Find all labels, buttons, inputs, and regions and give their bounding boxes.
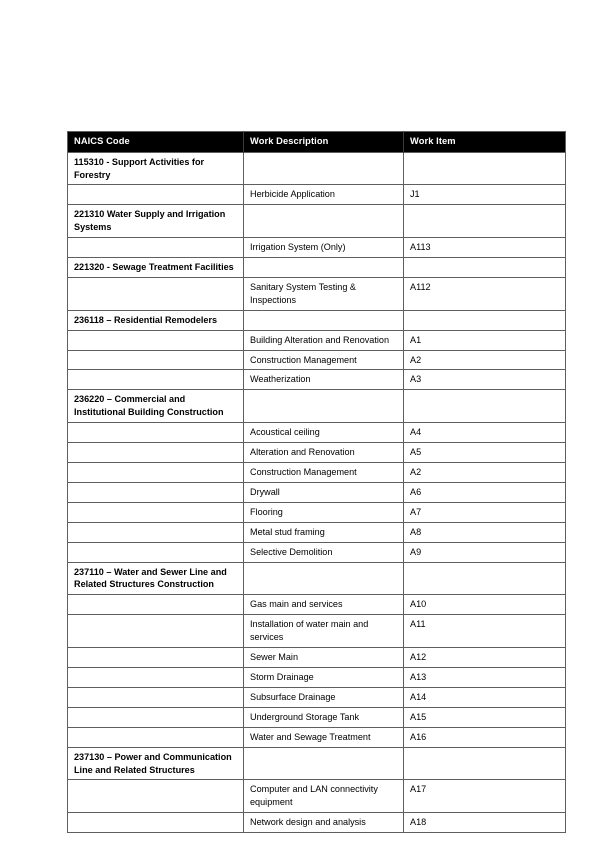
cell-work-item: A18 bbox=[404, 813, 566, 833]
cell-naics-code-empty bbox=[68, 522, 244, 542]
cell-work-description-empty bbox=[244, 205, 404, 238]
table-row-work-item bbox=[68, 238, 566, 258]
cell-work-item: A5 bbox=[404, 443, 566, 463]
cell-naics-code: 221320 - Sewage Treatment Facilities bbox=[68, 258, 244, 278]
cell-work-item-empty bbox=[404, 310, 566, 330]
table-row-naics-group bbox=[68, 390, 566, 423]
cell-naics-code-empty bbox=[68, 330, 244, 350]
cell-naics-code-empty bbox=[68, 648, 244, 668]
table-row-work-item bbox=[68, 443, 566, 463]
cell-work-item: A13 bbox=[404, 667, 566, 687]
table-row-work-item bbox=[68, 687, 566, 707]
table-row-work-item bbox=[68, 707, 566, 727]
cell-naics-code-empty bbox=[68, 463, 244, 483]
cell-work-description: Flooring bbox=[244, 502, 404, 522]
cell-work-description: Network design and analysis bbox=[244, 813, 404, 833]
table-row-work-item bbox=[68, 350, 566, 370]
cell-naics-code-empty bbox=[68, 707, 244, 727]
cell-work-item: A4 bbox=[404, 423, 566, 443]
cell-work-description: Irrigation System (Only) bbox=[244, 238, 404, 258]
cell-work-description: Computer and LAN connectivity equipment bbox=[244, 780, 404, 813]
cell-work-item: A7 bbox=[404, 502, 566, 522]
cell-naics-code-empty bbox=[68, 185, 244, 205]
cell-work-description: Construction Management bbox=[244, 463, 404, 483]
cell-naics-code: 236220 – Commercial and Institutional Building Construction bbox=[68, 390, 244, 423]
table-row-work-item bbox=[68, 667, 566, 687]
cell-work-item-empty bbox=[404, 152, 566, 185]
table-row-work-item bbox=[68, 277, 566, 310]
cell-work-item: A16 bbox=[404, 727, 566, 747]
cell-work-description: Gas main and services bbox=[244, 595, 404, 615]
cell-naics-code: 221310 Water Supply and Irrigation Systems bbox=[68, 205, 244, 238]
cell-work-description: Sewer Main bbox=[244, 648, 404, 668]
cell-work-item: A2 bbox=[404, 350, 566, 370]
cell-work-description-empty bbox=[244, 152, 404, 185]
cell-work-item: A15 bbox=[404, 707, 566, 727]
cell-naics-code-empty bbox=[68, 502, 244, 522]
naics-work-item-table bbox=[67, 131, 566, 833]
naics-work-item-table-container bbox=[67, 131, 565, 833]
table-row-work-item bbox=[68, 780, 566, 813]
table-row-naics-group bbox=[68, 562, 566, 595]
cell-naics-code-empty bbox=[68, 350, 244, 370]
cell-work-description: Storm Drainage bbox=[244, 667, 404, 687]
cell-naics-code-empty bbox=[68, 687, 244, 707]
cell-work-description: Drywall bbox=[244, 482, 404, 502]
cell-naics-code-empty bbox=[68, 443, 244, 463]
cell-work-description: Metal stud framing bbox=[244, 522, 404, 542]
column-header-work-description: Work Description bbox=[244, 132, 404, 153]
cell-work-item-empty bbox=[404, 562, 566, 595]
cell-work-item: A10 bbox=[404, 595, 566, 615]
cell-naics-code: 115310 - Support Activities for Forestry bbox=[68, 152, 244, 185]
cell-naics-code-empty bbox=[68, 482, 244, 502]
cell-work-description: Underground Storage Tank bbox=[244, 707, 404, 727]
cell-naics-code-empty bbox=[68, 615, 244, 648]
cell-work-item: A12 bbox=[404, 648, 566, 668]
cell-work-description: Alteration and Renovation bbox=[244, 443, 404, 463]
cell-work-item-empty bbox=[404, 258, 566, 278]
cell-naics-code-empty bbox=[68, 595, 244, 615]
table-row-naics-group bbox=[68, 152, 566, 185]
table-row-naics-group bbox=[68, 205, 566, 238]
cell-work-description: Water and Sewage Treatment bbox=[244, 727, 404, 747]
table-row-work-item bbox=[68, 648, 566, 668]
table-row-work-item bbox=[68, 502, 566, 522]
cell-work-item: A8 bbox=[404, 522, 566, 542]
table-header bbox=[68, 132, 566, 153]
cell-work-item-empty bbox=[404, 205, 566, 238]
cell-work-description: Weatherization bbox=[244, 370, 404, 390]
cell-naics-code-empty bbox=[68, 370, 244, 390]
cell-work-description: Acoustical ceiling bbox=[244, 423, 404, 443]
table-row-work-item bbox=[68, 727, 566, 747]
cell-work-item: A3 bbox=[404, 370, 566, 390]
cell-work-description: Installation of water main and services bbox=[244, 615, 404, 648]
cell-work-description: Subsurface Drainage bbox=[244, 687, 404, 707]
table-row-work-item bbox=[68, 615, 566, 648]
table-row-naics-group bbox=[68, 310, 566, 330]
table-row-naics-group bbox=[68, 258, 566, 278]
cell-work-description: Construction Management bbox=[244, 350, 404, 370]
table-row-work-item bbox=[68, 522, 566, 542]
cell-work-item: A1 bbox=[404, 330, 566, 350]
cell-work-item-empty bbox=[404, 390, 566, 423]
cell-naics-code-empty bbox=[68, 277, 244, 310]
cell-naics-code-empty bbox=[68, 542, 244, 562]
table-row-work-item bbox=[68, 330, 566, 350]
cell-work-description: Building Alteration and Renovation bbox=[244, 330, 404, 350]
cell-naics-code-empty bbox=[68, 423, 244, 443]
cell-work-item: A2 bbox=[404, 463, 566, 483]
column-header-work-item: Work Item bbox=[404, 132, 566, 153]
table-body bbox=[68, 152, 566, 833]
table-row-work-item bbox=[68, 463, 566, 483]
table-row-naics-group bbox=[68, 747, 566, 780]
cell-work-item: A11 bbox=[404, 615, 566, 648]
cell-naics-code-empty bbox=[68, 667, 244, 687]
cell-work-item-empty bbox=[404, 747, 566, 780]
table-header-row bbox=[68, 132, 566, 153]
cell-work-description-empty bbox=[244, 258, 404, 278]
cell-work-description: Sanitary System Testing & Inspections bbox=[244, 277, 404, 310]
cell-work-description-empty bbox=[244, 747, 404, 780]
table-row-work-item bbox=[68, 370, 566, 390]
table-row-work-item bbox=[68, 542, 566, 562]
cell-work-item: J1 bbox=[404, 185, 566, 205]
table-row-work-item bbox=[68, 482, 566, 502]
cell-naics-code-empty bbox=[68, 813, 244, 833]
cell-work-item: A14 bbox=[404, 687, 566, 707]
cell-work-description-empty bbox=[244, 310, 404, 330]
table-row-work-item bbox=[68, 813, 566, 833]
cell-naics-code-empty bbox=[68, 238, 244, 258]
cell-work-description-empty bbox=[244, 390, 404, 423]
cell-work-item: A6 bbox=[404, 482, 566, 502]
cell-work-item: A17 bbox=[404, 780, 566, 813]
cell-work-description: Herbicide Application bbox=[244, 185, 404, 205]
table-row-work-item bbox=[68, 423, 566, 443]
cell-naics-code: 237110 – Water and Sewer Line and Related Structures Construction bbox=[68, 562, 244, 595]
cell-naics-code: 236118 – Residential Remodelers bbox=[68, 310, 244, 330]
cell-work-item: A9 bbox=[404, 542, 566, 562]
cell-naics-code-empty bbox=[68, 727, 244, 747]
cell-work-description: Selective Demolition bbox=[244, 542, 404, 562]
table-row-work-item bbox=[68, 185, 566, 205]
column-header-naics-code: NAICS Code bbox=[68, 132, 244, 153]
cell-naics-code-empty bbox=[68, 780, 244, 813]
cell-work-item: A113 bbox=[404, 238, 566, 258]
cell-work-item: A112 bbox=[404, 277, 566, 310]
cell-work-description-empty bbox=[244, 562, 404, 595]
table-row-work-item bbox=[68, 595, 566, 615]
cell-naics-code: 237130 – Power and Communication Line and Related Structures bbox=[68, 747, 244, 780]
